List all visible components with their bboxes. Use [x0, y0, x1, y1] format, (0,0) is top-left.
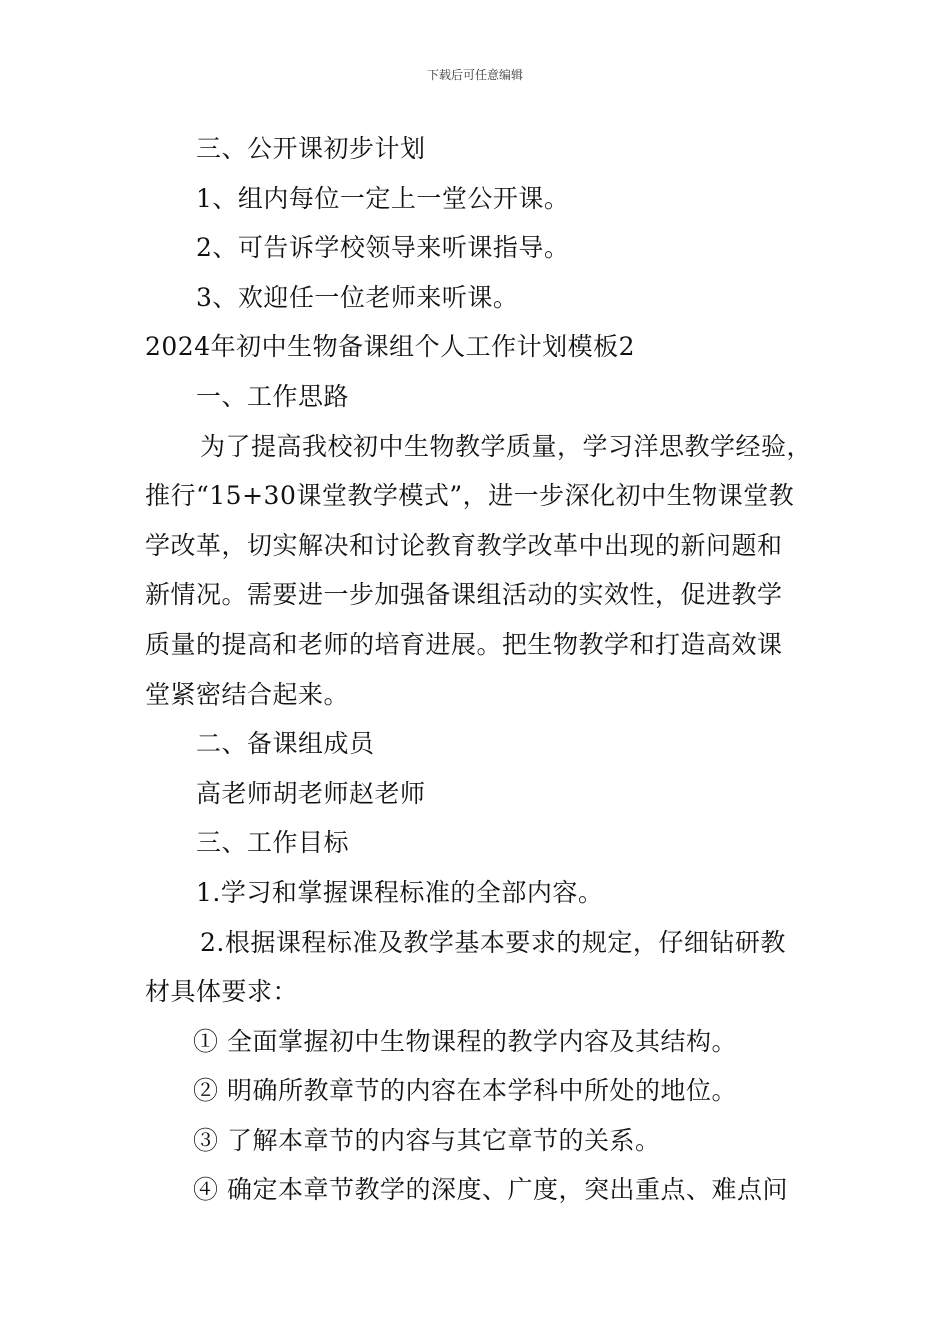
list-item: ① 全面掌握初中生物课程的教学内容及其结构。 [193, 1026, 737, 1056]
list-item: ④ 确定本章节教学的深度、广度，突出重点、难点问 [193, 1175, 788, 1205]
list-item: 1、组内每位一定上一堂公开课。 [196, 183, 570, 213]
list-item: ② 明确所教章节的内容在本学科中所处的地位。 [193, 1076, 737, 1106]
members-list: 高老师胡老师赵老师 [196, 778, 426, 808]
list-item: ③ 了解本章节的内容与其它章节的关系。 [193, 1125, 661, 1155]
paragraph-line: 质量的提高和老师的培育进展。把生物教学和打造高效课 [145, 629, 783, 659]
paragraph-line: 推行“15+30课堂教学模式”，进一步深化初中生物课堂教 [145, 481, 795, 511]
list-item: 2.根据课程标准及教学基本要求的规定，仔细钻研教 [200, 927, 786, 957]
paragraph-line: 堂紧密结合起来。 [145, 679, 350, 709]
paragraph-line: 新情况。需要进一步加强备课组活动的实效性，促进教学 [145, 580, 783, 610]
section-heading-members: 二、备课组成员 [196, 729, 375, 759]
section-heading-work-goals: 三、工作目标 [196, 828, 350, 858]
list-item: 1.学习和掌握课程标准的全部内容。 [196, 877, 604, 907]
list-item: 3、欢迎任一位老师来听课。 [196, 282, 519, 312]
document-title: 2024年初中生物备课组个人工作计划模板2 [145, 332, 636, 362]
paragraph-line: 为了提高我校初中生物教学质量，学习洋思教学经验， [200, 431, 813, 461]
list-item: 2、可告诉学校领导来听课指导。 [196, 233, 570, 263]
document-body [145, 124, 825, 1215]
paragraph-line: 学改革，切实解决和讨论教育教学改革中出现的新问题和 [145, 530, 783, 560]
paragraph-line: 材具体要求： [145, 977, 299, 1007]
page-header-note: 下载后可任意编辑 [426, 68, 523, 82]
section-heading-work-approach: 一、工作思路 [196, 381, 350, 411]
section-heading-open-class-plan: 三、公开课初步计划 [196, 134, 426, 163]
